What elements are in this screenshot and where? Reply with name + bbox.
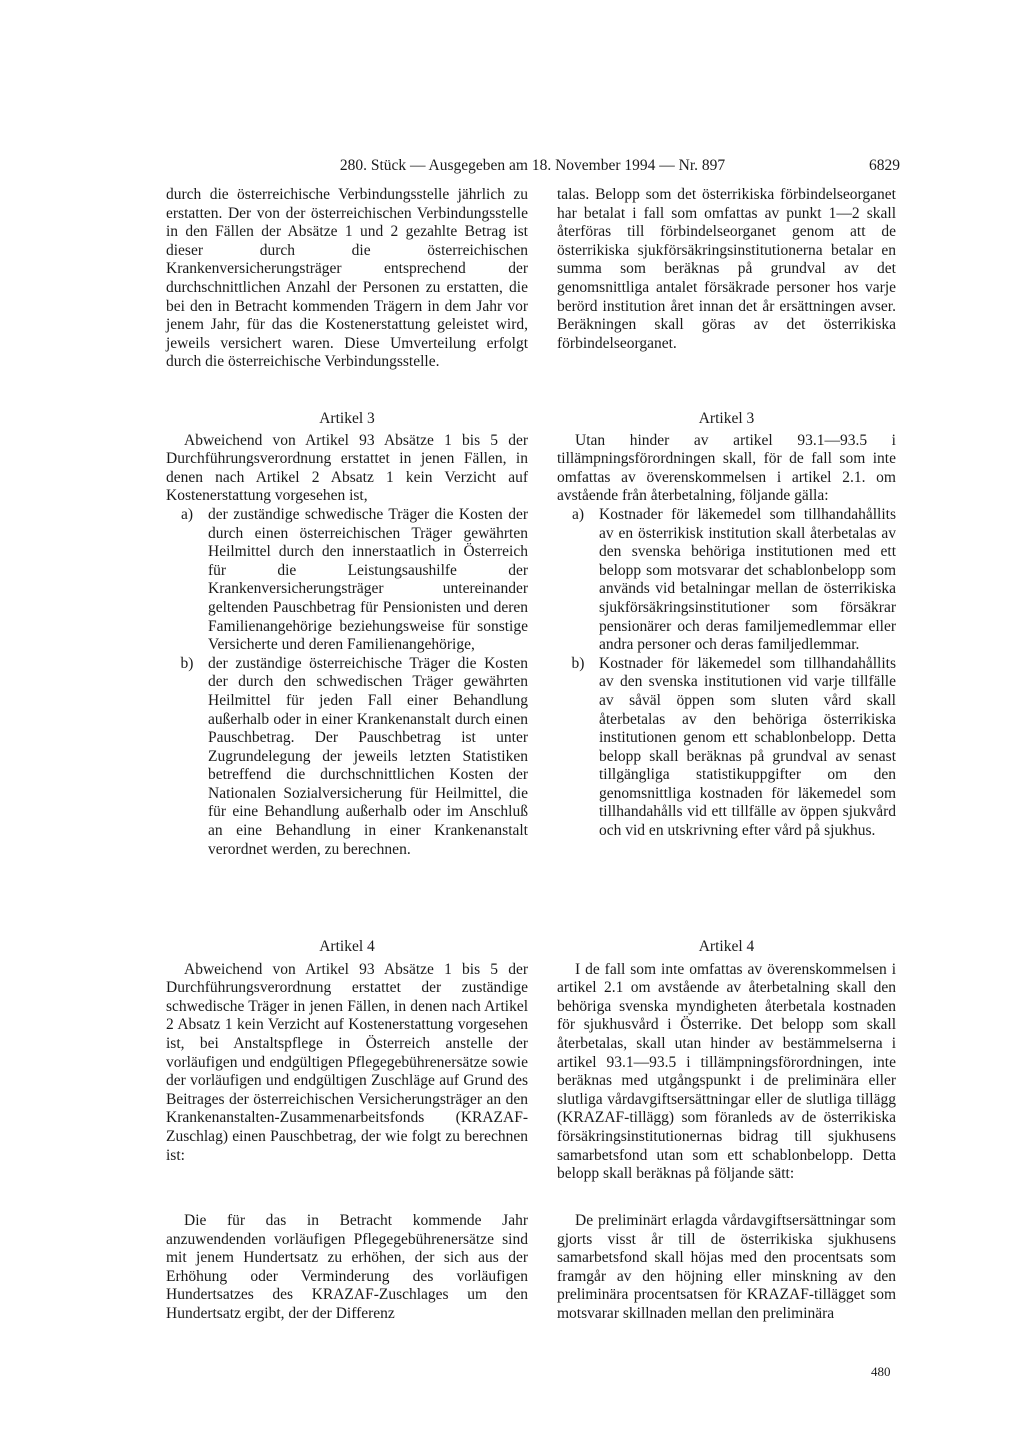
left-art3-item-a-text: der zuständige schwedische Träger die Kosten der durch einen österreichischen Träger gewährten Heilmittel durch den innerstaatlich in Österreich für die Leistungsaushilfe der Krankenversicherungsträger untereinander geltenden Pauschbetrag für Pensionisten und deren Familienangehörige beziehungsweise für sonstige Versicherte und deren Familienangehörige, [208,505,528,654]
right-art3-item-a-text: Kostnader för läkemedel som tillhandahållits av en österrikisk institution skall återbetalas av den svenska behöriga institutionen med ett belopp som motsvarar det schablonbelopp som används vid betalningar mellan de österrikiska sjukförsäkringsinstitutioner som försäkrar pensionärer och deras familjemedlemmar eller andra personer och deras familjedlemmar. [599,505,896,654]
right-art3-item-b-label: b) [571,654,585,672]
right-art3-item-b [557,655,896,841]
header-page-number: 6829 [869,157,900,174]
right-art3-heading: Artikel 3 [698,410,755,427]
footer-page-number: 480 [871,1364,891,1379]
left-art3-item-b-label: b) [180,654,194,672]
left-art4-para2-block [166,1212,528,1324]
left-intro-paragraph: durch die österreichische Verbindungsstelle jährlich zu erstatten. Der von der österreichischen Verbindungsstelle in den Fällen der Absätze 1 und 2 gezahlte Betrag ist dieser durch die österreichischen Krankenversicherungsträger entsprechend der durchschnittlichen Anzahl der Personen zu erstatten, die bei den in Betracht kommenden Trägern in dem Jahr vor jenem Jahr, für das die Kostenerstattung geleistet wird, jeweils versichert waren. Diese Umverteilung erfolgt durch die österreichische Verbindungsstelle. [166,186,528,371]
right-article-3 [557,410,896,841]
right-article-4 [557,938,896,1184]
right-art4-para2-block [557,1212,896,1324]
right-art4-para1: I de fall som inte omfattas av överenskommelsen i artikel 2.1 om avstående av återbetalning skall den behöriga svenska myndigheten återbetala kostnaden för sjukhusvård i Österrike. Det belopp som skall återbetalas, skall utan hinder av bestämmelserna i artikel 93.1—93.5 i tillämpningsförordningen, inte beräknas med utgångspunkt i de preliminära eller slutliga vårdavgiftsersättningar eller de slutliga tillägg (KRAZAF-tillägg) som föranleds av de österrikiska försäkringsinstitutionernas bidrag till sjukhusens samarbetsfond utan som ett schablonbelopp. Detta belopp skall beräknas på följande sätt: [557,960,896,1183]
left-article-4 [166,938,528,1165]
header-issue-line: 280. Stück — Ausgegeben am 18. November 1994 — Nr. 897 [339,157,726,174]
right-art3-item-a-label: a) [571,505,585,523]
right-art3-item-a [557,506,896,655]
left-art3-heading: Artikel 3 [319,410,375,427]
right-intro-paragraph: talas. Belopp som det österrikiska förbindelseorganet har betalat i fall som omfattas av punkt 1—2 skall återföras till förbindelseorganet genom att de österrikiska sjukförsäkringsinstitutionerna betalar en summa som beräknas på grundval av det genomsnittliga antalet försäkrade personer hos varje berörd institution året innan det år ersättningen avser. Beräkningen skall göras av det österrikiska förbindelseorganet. [557,186,896,352]
left-art3-item-b-text: der zuständige österreichische Träger die Kosten der durch den schwedischen Träger gewährten Heilmittel für jeden Fall einer Behandlung außerhalb oder in einer Krankenanstalt durch einen Pauschbetrag. Der Pauschbetrag ist unter Zugrundelegung der jeweils letzten Statistiken betreffend die durchschnittlichen Kosten der Nationalen Sozialversicherung für Heilmittel, die für eine Behandlung außerhalb oder im Anschluß an eine Behandlung in einer Krankenanstalt verordnet werden, zu berechnen. [208,654,528,858]
left-art3-item-b [166,655,528,860]
left-art4-para2: Die für das in Betracht kommende Jahr anzuwendenden vorläufigen Pflegegebührenersätze sind mit jenem Hundertsatz zu erhöhen, der sich aus der Erhöhung oder Verminderung des vorläufigen Hundertsatzes des KRAZAF-Zuschlages um den Hundertsatz ergibt, der der Differenz [166,1212,528,1322]
left-art3-item-a-label: a) [180,505,194,523]
right-art4-para2: De preliminärt erlagda vårdavgiftsersättningar som gjorts visst år till de österrikiska sjukhusens samarbetsfond skall höjas med den procentsats som framgår av den höjning eller minskning av den preliminära procentsatsen för KRAZAF-tillägget som motsvarar skillnaden mellan den preliminära [557,1212,896,1322]
right-art4-heading: Artikel 4 [698,938,755,955]
left-art3-intro: Abweichend von Artikel 93 Absätze 1 bis 5 der Durchführungsverordnung erstattet in jenen Fällen, in denen nach Artikel 2 Absatz 1 kein Verzicht auf Kostenerstattung vorgesehen ist, [166,431,528,505]
left-article-3 [166,410,528,859]
left-art3-item-a [166,506,528,655]
page-header [165,157,900,179]
left-art4-heading: Artikel 4 [319,938,375,955]
left-art4-para1: Abweichend von Artikel 93 Absätze 1 bis 5 der Durchführungsverordnung erstattet der zuständige schwedische Träger in jenen Fällen, in denen nach Artikel 2 Absatz 1 kein Verzicht auf Kostenerstattung vorgesehen ist, bei Anstaltspflege in Österreich anstelle der vorläufigen und endgültigen Pflegegebührenersätze sowie der vorläufigen und endgültigen Zuschläge auf Grund des Beitrages der österreichischen Versicherungsträger an den Krankenanstalten-Zusammenarbeitsfonds (KRAZAF-Zuschlag) einen Pauschbetrag, der wie folgt zu berechnen ist: [166,960,528,1164]
right-art3-intro: Utan hinder av artikel 93.1—93.5 i tillämpningsförordningen skall, för de fall som inte omfattas av överenskommelsen i artikel 2.1. om avstående från återbetalning, följande gälla: [557,431,896,505]
right-art3-item-b-text: Kostnader för läkemedel som tillhandahållits av den svenska institutionen vid varje tillfälle av såväl öppen som sluten vård skall återbetalas av den behöriga österrikiska institutionen genom ett schablonbelopp. Detta belopp skall beräknas på grundval av senast tillgängliga statistikuppgifter om den genomsnittliga kostnaden för läkemedel som tillhandahålls vid ett tillfälle av öppen sjukvård och vid en utskrivning efter vård på sjukhus. [599,654,896,840]
